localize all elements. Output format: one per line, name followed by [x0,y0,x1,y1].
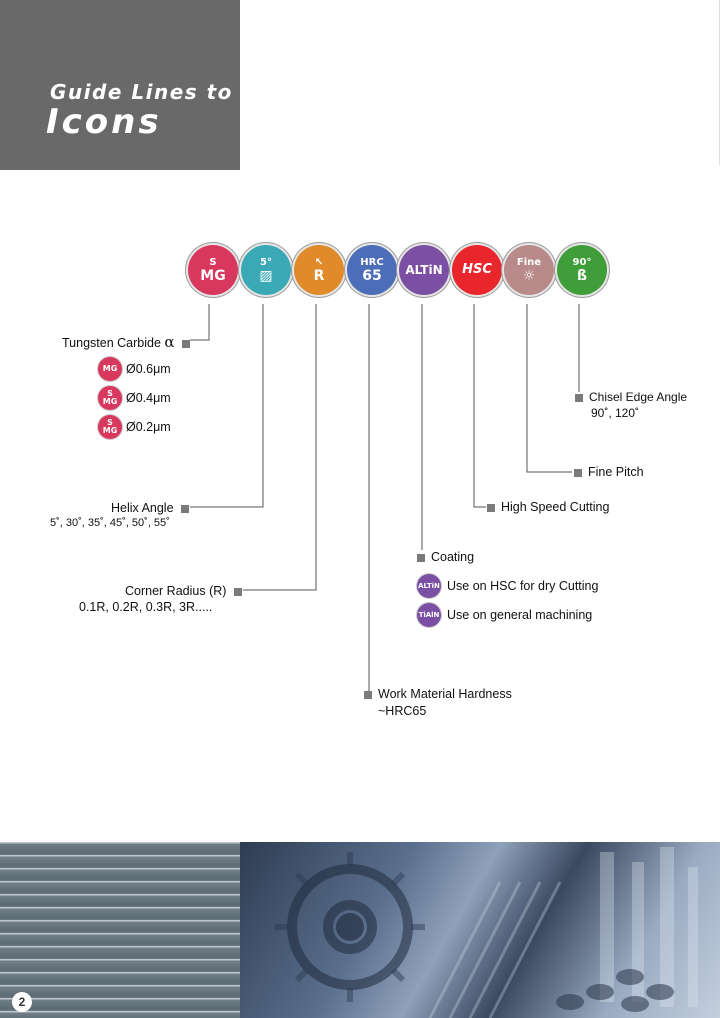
helix-angle-values: 5˚, 30˚, 35˚, 45˚, 50˚, 55˚ [50,517,170,529]
bullet-square [181,505,189,513]
chisel-edge-icon: 90° ß [557,245,607,295]
helix-angle-label: Helix Angle [111,501,189,515]
bullet-square [182,340,190,348]
hsc-label: High Speed Cutting [487,500,609,514]
hardness-value: ~HRC65 [378,704,427,718]
corner-radius-icon: ↖ R [294,245,344,295]
smg-badge-icon: S MG [98,386,122,410]
hardness-icon: HRC 65 [347,245,397,295]
altin-badge-icon: ALTiN [417,574,441,598]
mg-badge-icon: MG [98,357,122,381]
smg-badge-icon: S MG [98,415,122,439]
bullet-square [364,691,372,699]
tungsten-carbide-icon: S MG [188,245,238,295]
fine-pitch-label: Fine Pitch [574,465,644,479]
hardness-label: Work Material Hardness [364,687,512,701]
bullet-square [574,469,582,477]
coating-item: TiAlN Use on general machining [417,603,592,627]
line-tungsten [190,304,209,340]
footer-stripes [0,842,240,1018]
line-helix [190,304,263,507]
bullet-square [575,394,583,402]
page-number: 2 [12,992,32,1012]
chisel-edge-values: 90˚, 120˚ [591,406,640,420]
tialn-badge-icon: TiAlN [417,603,441,627]
line-fine [527,304,572,472]
line-corner [243,304,316,590]
bullet-square [234,588,242,596]
header-title-line2: Icons [46,102,162,142]
hsc-icon: HSC [452,245,502,295]
grade-row: S MG Ø0.2μm [98,415,171,439]
alpha-symbol: α [164,333,175,351]
corner-radius-values: 0.1R, 0.2R, 0.3R, 3R..... [79,600,213,614]
helix-angle-icon: 5° ▨ [241,245,291,295]
coating-icon: ALTiN [399,245,449,295]
bullet-square [417,554,425,562]
corner-radius-label: Corner Radius (R) [125,584,242,598]
fine-pitch-icon: Fine ☼ [504,245,554,295]
grade-row: MG Ø0.6μm [98,357,171,381]
line-hsc [474,304,486,507]
bullet-square [487,504,495,512]
footer-gears-image [240,842,720,1018]
coating-label: Coating [417,550,474,564]
chisel-edge-label: Chisel Edge Angle [575,390,687,404]
grade-row: S MG Ø0.4μm [98,386,171,410]
gear-illustration [240,842,720,1018]
coating-item: ALTiN Use on HSC for dry Cutting [417,574,598,598]
tungsten-carbide-label: Tungsten Carbide α [62,333,190,351]
header-title-line1: Guide Lines to [50,80,233,104]
